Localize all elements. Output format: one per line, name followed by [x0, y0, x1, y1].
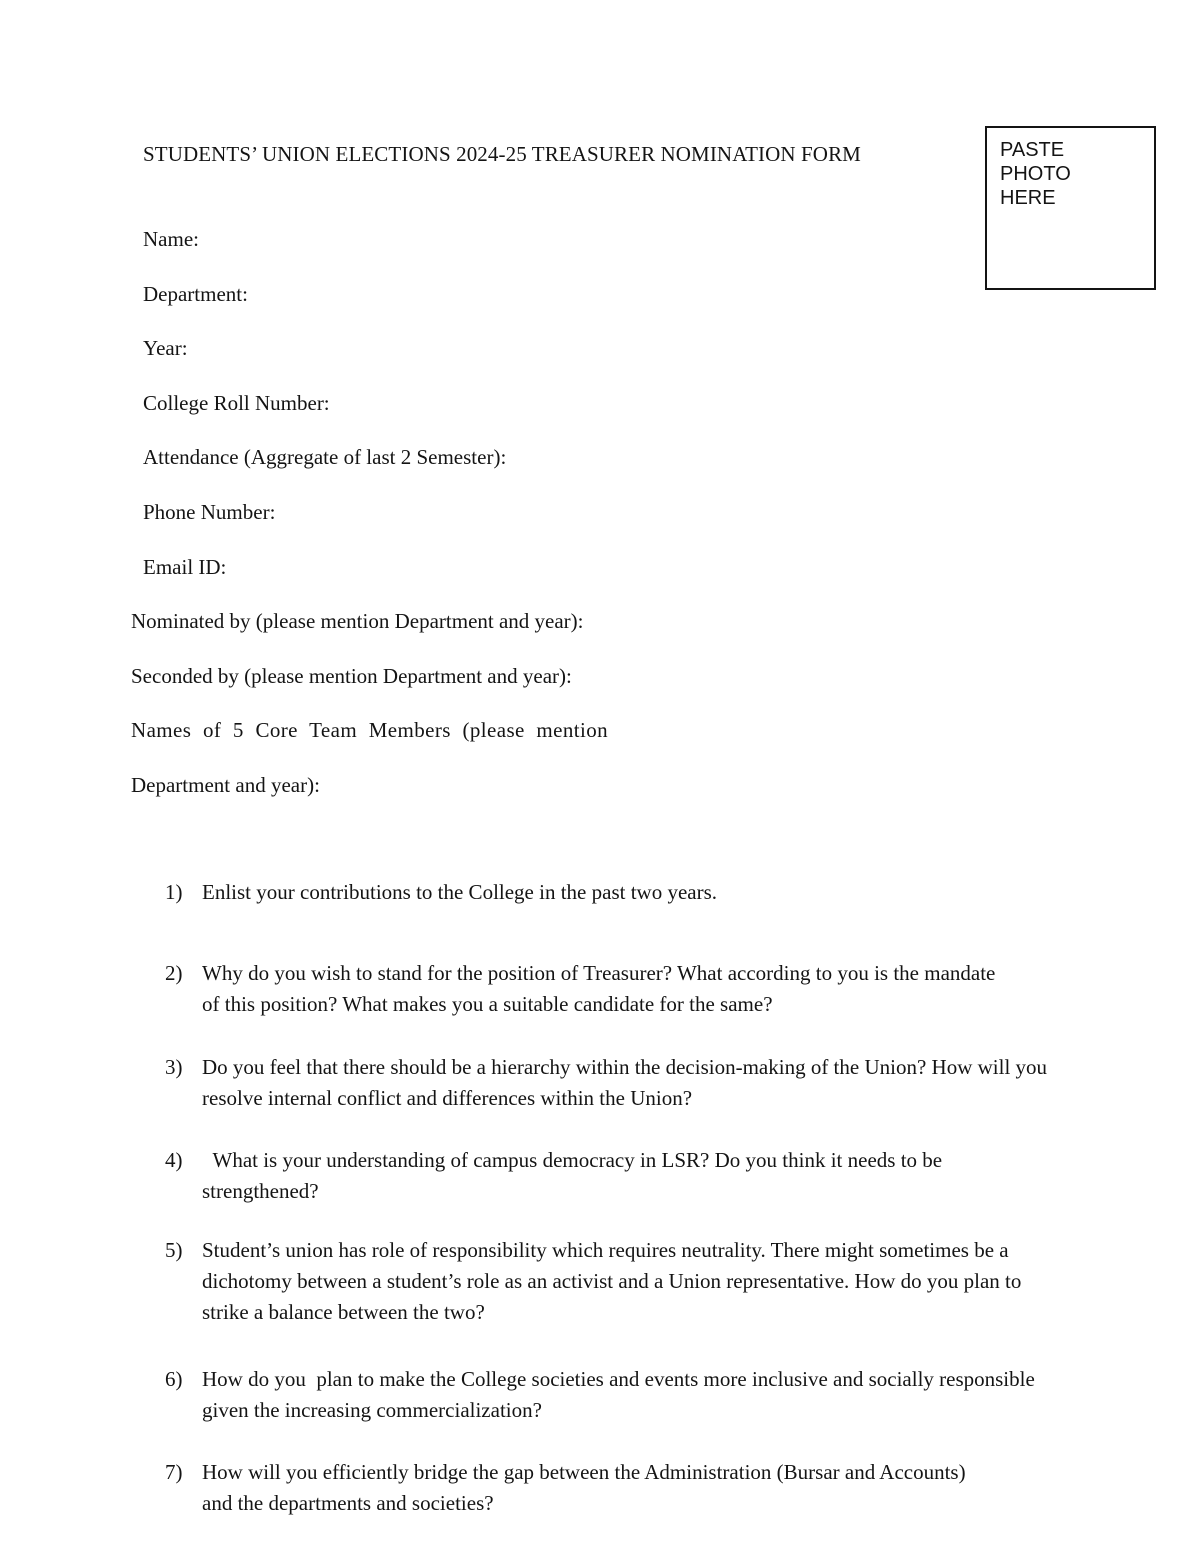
field-email-label: Email ID: [143, 555, 227, 579]
field-phone-label: Phone Number: [143, 500, 276, 524]
field-core-team-label: Names of 5 Core Team Members (please mention [131, 718, 609, 742]
field-name-label: Name: [143, 227, 199, 251]
question-number: 5) [165, 1238, 183, 1262]
question-number: 4) [165, 1148, 183, 1172]
question-text: How do you plan to make the College societies and events more inclusive and socially responsible given the increasing commercialization? [202, 1367, 1041, 1422]
field-attendance-label: Attendance (Aggregate of last 2 Semester): [143, 445, 507, 469]
field-year-label: Year: [143, 336, 188, 360]
question-text: Enlist your contributions to the College in the past two years. [202, 880, 718, 904]
field-nominated-by-label: Nominated by (please mention Department and year): [131, 609, 584, 633]
form-title: STUDENTS’ UNION ELECTIONS 2024-25 TREASURER NOMINATION FORM [143, 142, 861, 166]
field-core-team-label-continued: Department and year): [131, 773, 320, 797]
question-number: 3) [165, 1055, 183, 1079]
field-roll-number-label: College Roll Number: [143, 391, 330, 415]
question-text: What is your understanding of campus democracy in LSR? Do you think it needs to be strengthened? [202, 1148, 948, 1203]
field-seconded-by-label: Seconded by (please mention Department and year): [131, 664, 572, 688]
photo-placeholder-label: PASTE PHOTO HERE [1000, 139, 1071, 209]
question-text: Student’s union has role of responsibility which requires neutrality. There might sometimes be a dichotomy between a student’s role as an activist and a Union representative. How do you plan to strike a balance between the two? [202, 1238, 1022, 1324]
question-text: Why do you wish to stand for the position of Treasurer? What according to you is the mandate of this position? What makes you a suitable candidate for the same? [202, 961, 996, 1016]
question-number: 7) [165, 1460, 183, 1484]
question-text: Do you feel that there should be a hierarchy within the decision-making of the Union? How will you resolve internal conflict and differences within the Union? [202, 1055, 1048, 1110]
field-department-label: Department: [143, 282, 248, 306]
photo-placeholder-box [985, 126, 1156, 290]
question-number: 1) [165, 880, 183, 904]
question-number: 2) [165, 961, 183, 985]
question-number: 6) [165, 1367, 183, 1391]
question-text: How will you efficiently bridge the gap between the Administration (Bursar and Accounts) and the departments and societies? [202, 1460, 966, 1515]
